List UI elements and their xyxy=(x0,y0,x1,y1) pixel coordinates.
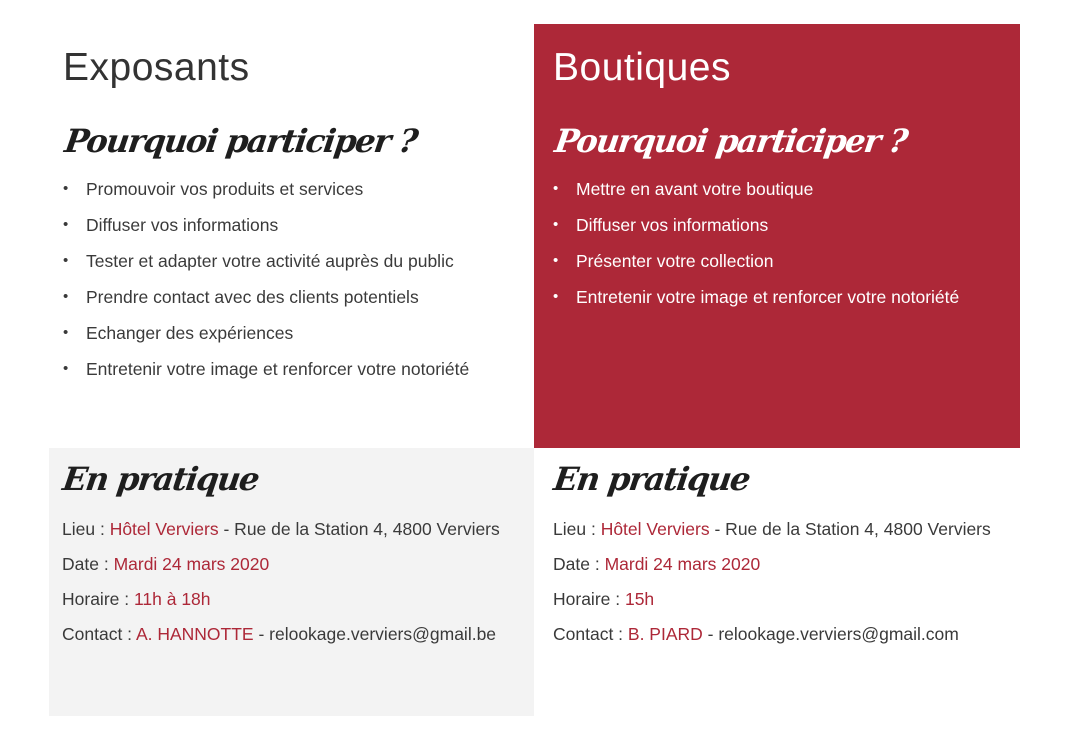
bullet-icon: • xyxy=(63,324,69,341)
exposants-why-title: Pourquoi participer ? xyxy=(62,122,420,160)
lieu-line: Lieu : Hôtel Verviers - Rue de la Station 4, 4800 Verviers xyxy=(553,519,991,539)
boutiques-practical-title: En pratique xyxy=(551,460,752,498)
exposants-practical-panel xyxy=(49,448,534,716)
date-value: Mardi 24 mars 2020 xyxy=(113,554,270,574)
list-item: • Prendre contact avec des clients potentiels xyxy=(63,287,419,307)
contact-email: - relookage.verviers@gmail.com xyxy=(702,624,959,644)
lieu-line: Lieu : Hôtel Verviers - Rue de la Station 4, 4800 Verviers xyxy=(62,519,500,539)
bullet-icon: • xyxy=(553,180,559,197)
boutiques-practical-panel xyxy=(534,448,1054,716)
boutiques-points-list xyxy=(553,178,993,322)
boutiques-info xyxy=(553,518,1033,658)
bullet-icon: • xyxy=(63,288,69,305)
boutiques-panel xyxy=(534,24,1020,448)
list-item: • Echanger des expériences xyxy=(63,323,294,343)
lieu-value: Hôtel Verviers xyxy=(600,519,710,539)
list-item: • Tester et adapter votre activité auprès du public xyxy=(63,251,454,271)
date-value: Mardi 24 mars 2020 xyxy=(604,554,761,574)
bullet-icon: • xyxy=(63,252,69,269)
horaire-line: Horaire : 11h à 18h xyxy=(62,589,211,609)
exposants-title: Exposants xyxy=(63,46,250,89)
contact-line: Contact : B. PIARD - relookage.verviers@gmail.com xyxy=(553,624,959,644)
list-item: • Promouvoir vos produits et services xyxy=(63,179,364,199)
list-item: • Entretenir votre image et renforcer votre notoriété xyxy=(63,359,470,379)
date-line: Date : Mardi 24 mars 2020 xyxy=(553,554,761,574)
list-item: • Présenter votre collection xyxy=(553,251,774,271)
horaire-value: 15h xyxy=(624,589,655,609)
contact-name: A. HANNOTTE xyxy=(135,624,254,644)
horaire-value: 11h à 18h xyxy=(133,589,211,609)
contact-name: B. PIARD xyxy=(627,624,703,644)
exposants-info xyxy=(62,518,512,658)
list-item: • Diffuser vos informations xyxy=(63,215,279,235)
date-line: Date : Mardi 24 mars 2020 xyxy=(62,554,270,574)
bullet-icon: • xyxy=(63,216,69,233)
contact-email: - relookage.verviers@gmail.be xyxy=(253,624,497,644)
horaire-line: Horaire : 15h xyxy=(553,589,655,609)
boutiques-why-title: Pourquoi participer ? xyxy=(552,122,910,160)
bullet-icon: • xyxy=(553,288,559,305)
bullet-icon: • xyxy=(63,180,69,197)
exposants-panel xyxy=(49,24,534,448)
list-item: • Diffuser vos informations xyxy=(553,215,769,235)
lieu-value: Hôtel Verviers xyxy=(109,519,219,539)
exposants-practical-title: En pratique xyxy=(60,460,261,498)
boutiques-title: Boutiques xyxy=(553,46,731,89)
bullet-icon: • xyxy=(553,252,559,269)
list-item: • Entretenir votre image et renforcer votre notoriété xyxy=(553,287,960,307)
bullet-icon: • xyxy=(63,360,69,377)
contact-line: Contact : A. HANNOTTE - relookage.verviers@gmail.be xyxy=(62,624,497,644)
bullet-icon: • xyxy=(553,216,559,233)
list-item: • Mettre en avant votre boutique xyxy=(553,179,814,199)
exposants-points-list xyxy=(63,178,503,394)
